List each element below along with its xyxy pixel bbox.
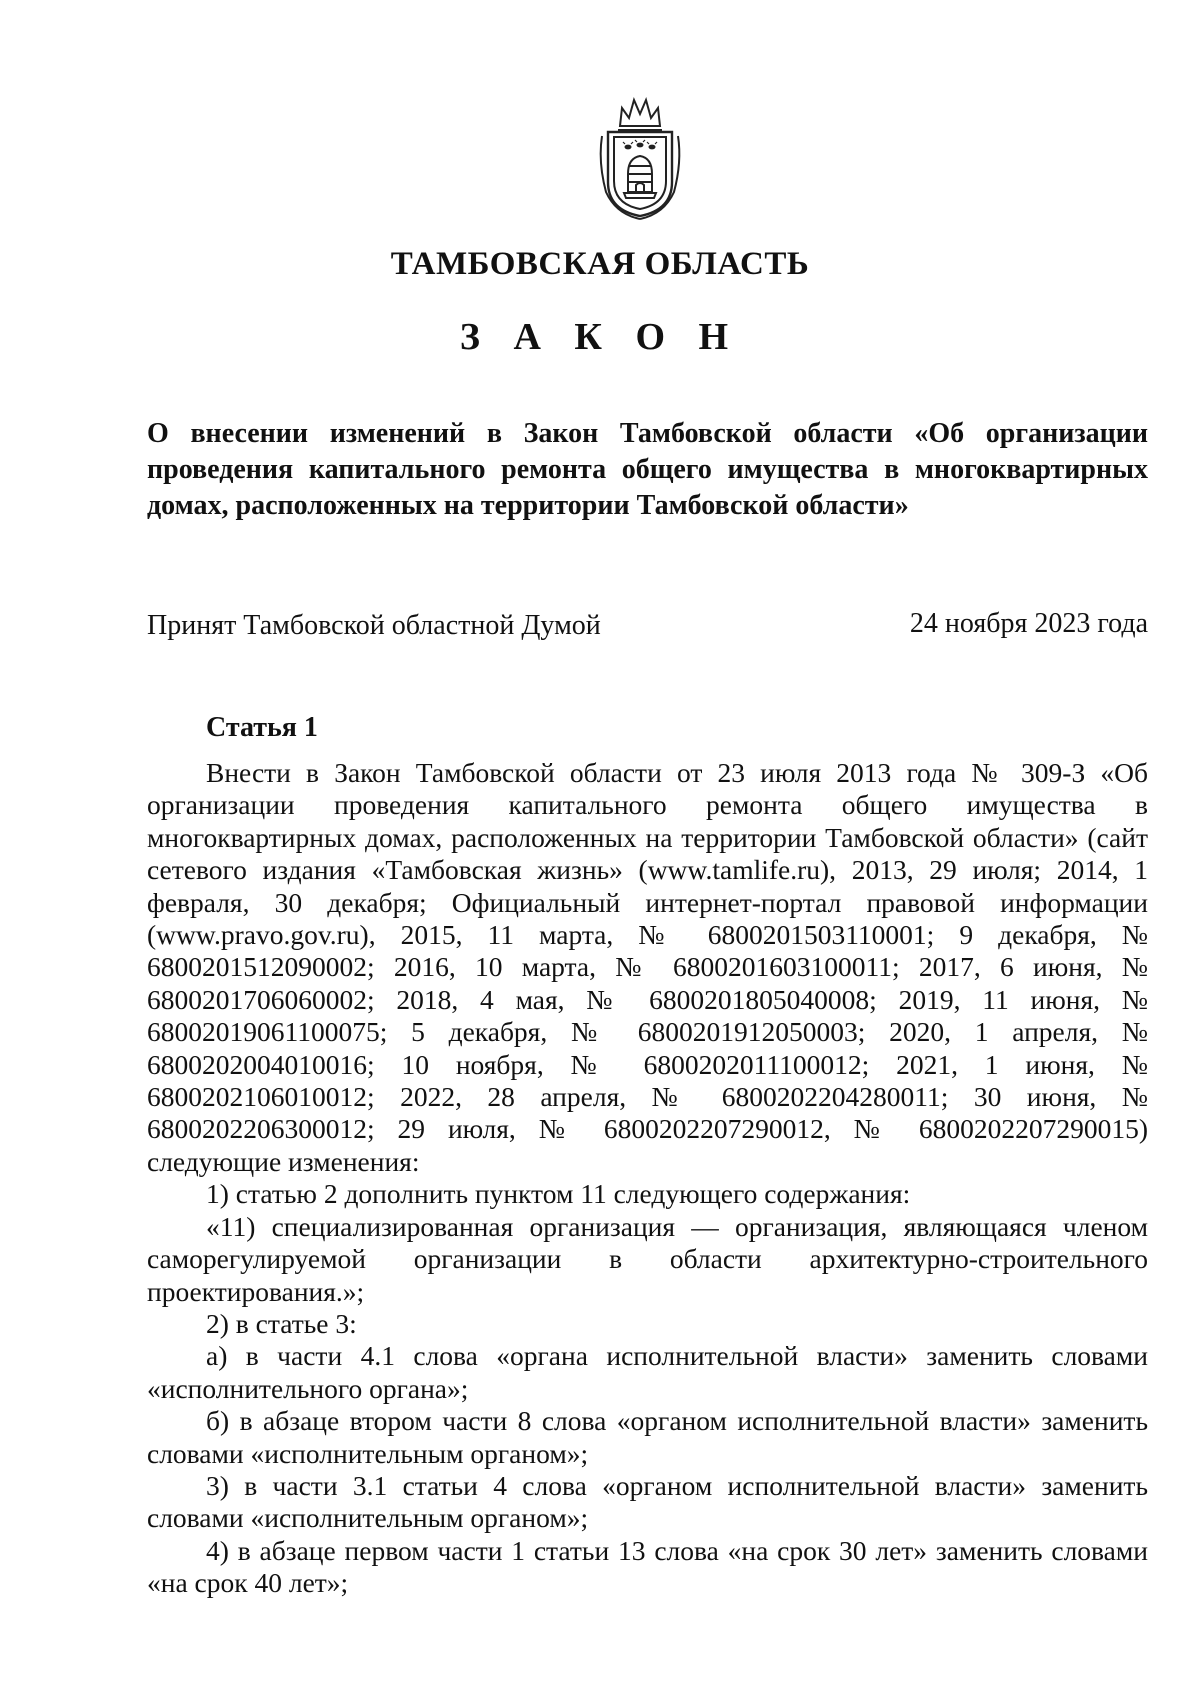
article-paragraph: Внести в Закон Тамбовской области от 23 июля 2013 года № 309-З «Об организации проведения капитального ремонта общего имущества в многоквартирных домах, расположенных на территории Тамбовской области» (сайт сетевого издания «Тамбовская жизнь» (www.tamlife.ru), 2013, 29 июля; 2014, 1 февраля, 30 декабря; Официальный интернет-портал правовой информации (www.pravo.gov.ru), 2015, 11 марта, № 6800201503110001; 9 декабря, № 6800201512090002; 2016, 10 марта, № 6800201603100011; 2017, 6 июня, № 6800201706060002; 2018, 4 мая, № 6800201805040008; 2019, 11 июня, № 68002019061100075; 5 декабря, № 6800201912050003; 2020, 1 апреля, № 6800202004010016; 10 ноября, № 6800202011100012; 2021, 1 июня, № 6800202106010012; 2022, 28 апреля, № 6800202204280011; 30 июня, № 6800202206300012; 29 июля, № 6800202207290012, № 6800202207290015) следующие изменения:	[147, 757, 1148, 1177]
region-heading: ТАМБОВСКАЯ ОБЛАСТЬ	[390, 246, 810, 282]
law-subject-title: О внесении изменений в Закон Тамбовской области «Об организации проведения капитального ремонта общего имущества в многоквартирных домах, расположенных на территории Тамбовской области»	[147, 418, 1148, 521]
article-body	[147, 757, 1148, 1600]
document-type-heading: З А К О Н	[459, 316, 741, 358]
tambov-coat-of-arms-icon	[592, 92, 688, 220]
article-paragraph: 3) в части 3.1 статьи 4 слова «органом исполнительной власти» заменить словами «исполнительным органом»;	[147, 1469, 1148, 1534]
adoption-date: 24 ноября 2023 года	[909, 608, 1148, 639]
article-paragraph: 4) в абзаце первом части 1 статьи 13 слова «на срок 30 лет» заменить словами «на срок 40 лет»;	[147, 1534, 1148, 1599]
article-paragraph: «11) специализированная организация — организация, являющаяся членом саморегулируемой организации в области архитектурно-строительного проектирования.»;	[147, 1210, 1148, 1307]
article-paragraph: а) в части 4.1 слова «органа исполнительной власти» заменить словами «исполнительного органа»;	[147, 1340, 1148, 1404]
adopted-by: Принят Тамбовской областной Думой	[147, 610, 601, 641]
article-heading: Статья 1	[206, 712, 318, 743]
article-paragraph: 2) в статье 3:	[206, 1307, 357, 1339]
article-paragraph: 1) статью 2 дополнить пунктом 11 следующего содержания:	[206, 1178, 911, 1210]
article-paragraph: б) в абзаце втором части 8 слова «органом исполнительной власти» заменить словами «исполнительным органом»;	[147, 1405, 1148, 1469]
